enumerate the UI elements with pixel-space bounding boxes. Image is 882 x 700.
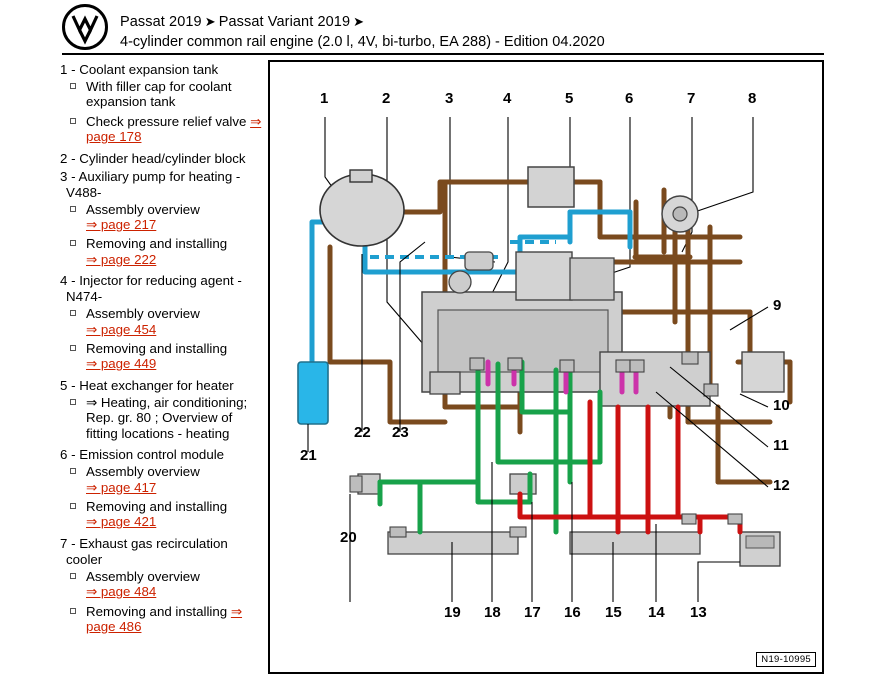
list-item bbox=[60, 341, 265, 372]
bullet-square-icon bbox=[70, 118, 76, 124]
callout-16: 16 bbox=[564, 604, 581, 621]
bullet-text: Check pressure relief valve bbox=[86, 113, 251, 129]
legend-list bbox=[60, 62, 265, 640]
legend-bullets bbox=[60, 202, 265, 268]
legend-item-title: 7 - Exhaust gas recirculation cooler bbox=[60, 535, 228, 567]
bullet-square-icon bbox=[70, 83, 76, 89]
emission-control-module bbox=[516, 252, 572, 300]
callout-18: 18 bbox=[484, 604, 501, 621]
list-item bbox=[60, 202, 265, 233]
breadcrumb-item-2[interactable]: Passat Variant 2019 bbox=[218, 14, 351, 30]
callout-21: 21 bbox=[300, 447, 317, 464]
page-link[interactable]: ⇒ page 421 bbox=[86, 514, 157, 530]
page-link[interactable]: ⇒ page 454 bbox=[86, 321, 157, 337]
figure-code: N19-10995 bbox=[756, 652, 816, 667]
callout-19: 19 bbox=[444, 604, 461, 621]
list-item bbox=[60, 569, 265, 600]
legend-bullets bbox=[60, 569, 265, 635]
breadcrumb-arrow-2: ➤ bbox=[353, 14, 365, 29]
list-item bbox=[60, 306, 265, 337]
page-link[interactable]: ⇒ page 449 bbox=[86, 356, 157, 372]
callout-17: 17 bbox=[524, 604, 541, 621]
callout-8: 8 bbox=[748, 90, 757, 107]
breadcrumb-item-1[interactable]: Passat 2019 bbox=[120, 14, 202, 30]
bullet-square-icon bbox=[70, 345, 76, 351]
list-item bbox=[60, 395, 265, 441]
breadcrumb bbox=[120, 14, 367, 30]
bullet-text: Removing and installing bbox=[86, 341, 228, 357]
legend-item-6 bbox=[60, 447, 265, 530]
callout-20: 20 bbox=[340, 529, 357, 546]
page-link[interactable]: ⇒ page 217 bbox=[86, 217, 157, 233]
bullet-text: Removing and installing bbox=[86, 236, 228, 252]
bullet-square-icon bbox=[70, 310, 76, 316]
legend-item-title: 1 - Coolant expansion tank bbox=[60, 62, 219, 77]
bullet-text: Assembly overview bbox=[86, 306, 200, 322]
callout-5: 5 bbox=[565, 90, 574, 107]
callout-11: 11 bbox=[773, 437, 789, 454]
callout-15: 15 bbox=[605, 604, 622, 621]
bullet-text: Removing and installing bbox=[86, 498, 228, 514]
legend-item-title: 4 - Injector for reducing agent -N474- bbox=[60, 273, 242, 305]
legend-item-title: 6 - Emission control module bbox=[60, 447, 225, 463]
bullet-square-icon bbox=[70, 240, 76, 246]
callout-9: 9 bbox=[773, 297, 782, 314]
coolant-expansion-tank bbox=[320, 174, 404, 246]
callout-1: 1 bbox=[320, 90, 329, 107]
legend-item-1 bbox=[60, 62, 265, 145]
legend-item-title: 2 - Cylinder head/cylinder block bbox=[60, 150, 246, 166]
component-21 bbox=[298, 362, 328, 424]
page-header bbox=[0, 0, 882, 54]
legend-bullets bbox=[60, 464, 265, 530]
header-divider bbox=[62, 53, 824, 55]
bullet-square-icon bbox=[70, 503, 76, 509]
page-link[interactable]: ⇒ page 178 bbox=[86, 113, 262, 145]
callout-3: 3 bbox=[445, 90, 454, 107]
list-item bbox=[60, 499, 265, 530]
legend-item-5 bbox=[60, 378, 265, 441]
vw-logo bbox=[62, 4, 108, 50]
callout-4: 4 bbox=[503, 90, 512, 107]
page-subtitle: 4-cylinder common rail engine (2.0 l, 4V, bi-turbo, EA 288) - Edition 04.2020 bbox=[120, 34, 605, 50]
diagram-svg bbox=[270, 62, 822, 672]
bullet-square-icon bbox=[70, 399, 76, 405]
legend-item-4 bbox=[60, 273, 265, 372]
bullet-text: Removing and installing bbox=[86, 603, 231, 619]
bullet-text: ⇒ Heating, air conditioning; Rep. gr. 80 ; Overview of fitting locations - heating bbox=[86, 394, 248, 441]
bullet-text: Assembly overview bbox=[86, 464, 200, 480]
callout-14: 14 bbox=[648, 604, 665, 621]
list-item bbox=[60, 79, 265, 110]
breadcrumb-arrow-1: ➤ bbox=[204, 14, 216, 29]
list-item bbox=[60, 114, 265, 145]
callout-22: 22 bbox=[354, 424, 371, 441]
bullet-text: Assembly overview bbox=[86, 568, 200, 584]
legend-bullets bbox=[60, 79, 265, 145]
legend-item-2 bbox=[60, 151, 265, 167]
component-15 bbox=[570, 532, 700, 554]
diagram-canvas bbox=[270, 62, 822, 672]
legend-bullets bbox=[60, 395, 265, 441]
list-item bbox=[60, 236, 265, 267]
component-5 bbox=[528, 167, 574, 207]
callout-6: 6 bbox=[625, 90, 634, 107]
callout-13: 13 bbox=[690, 604, 707, 621]
callout-12: 12 bbox=[773, 477, 790, 494]
page-link[interactable]: ⇒ page 417 bbox=[86, 479, 157, 495]
bullet-square-icon bbox=[70, 573, 76, 579]
legend-item-3 bbox=[60, 169, 265, 268]
bullet-square-icon bbox=[70, 608, 76, 614]
callout-7: 7 bbox=[687, 90, 696, 107]
legend-item-title: 3 - Auxiliary pump for heating -V488- bbox=[60, 168, 241, 200]
page-link[interactable]: ⇒ page 222 bbox=[86, 251, 157, 267]
component-10 bbox=[742, 352, 784, 392]
list-item bbox=[60, 464, 265, 495]
list-item bbox=[60, 604, 265, 635]
callout-2: 2 bbox=[382, 90, 391, 107]
legend-item-7 bbox=[60, 536, 265, 635]
legend-bullets bbox=[60, 306, 265, 372]
component-19 bbox=[388, 532, 518, 554]
bullet-square-icon bbox=[70, 468, 76, 474]
bullet-square-icon bbox=[70, 206, 76, 212]
legend-item-title: 5 - Heat exchanger for heater bbox=[60, 377, 234, 393]
component-location-diagram bbox=[268, 60, 824, 674]
callout-10: 10 bbox=[773, 397, 790, 414]
bullet-text: Assembly overview bbox=[86, 201, 200, 217]
page-link[interactable]: ⇒ page 486 bbox=[86, 603, 243, 634]
bullet-text: With filler cap for coolant expansion tank bbox=[86, 79, 232, 110]
callout-23: 23 bbox=[392, 424, 409, 441]
page-link[interactable]: ⇒ page 484 bbox=[86, 584, 157, 600]
